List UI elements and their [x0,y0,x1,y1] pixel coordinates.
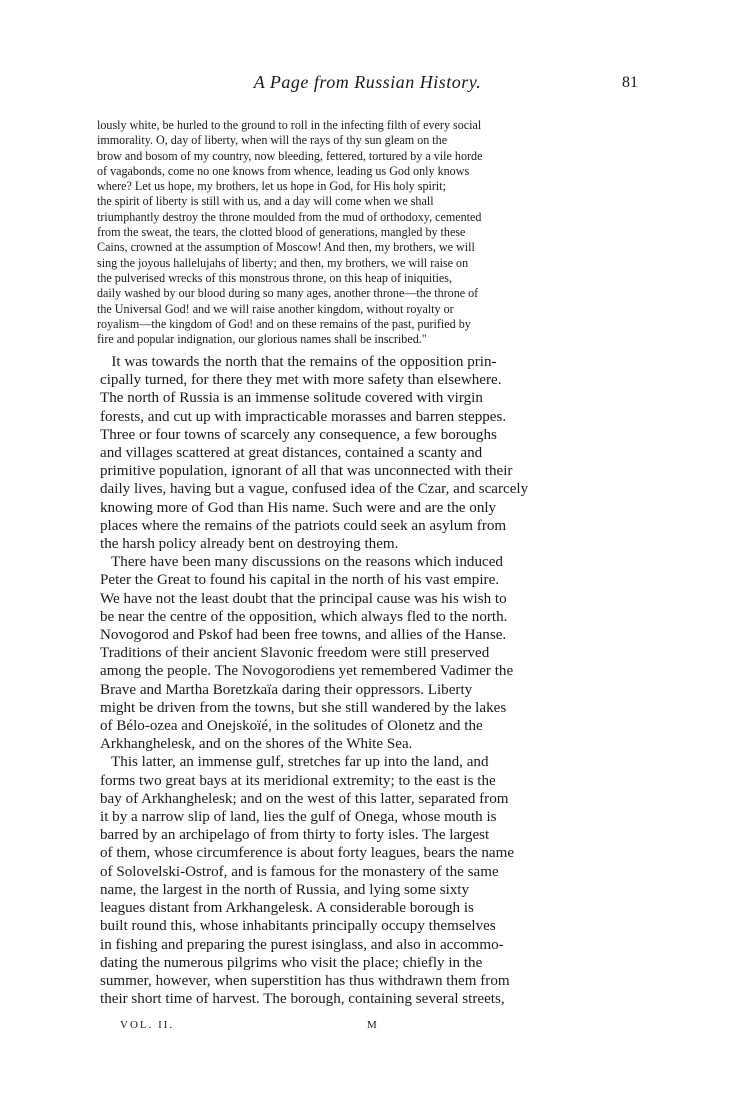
quoted-passage: lously white, be hurled to the ground to roll in the infecting filth of every social immorality. O, day of liberty, when will the rays of thy sun gleam on the brow and bosom of my country, now bleeding, fettered, tortured by a vile horde of vagabonds, come no one knows from whence, leading us God only knows where? Let us hope, my brothers, let us hope in God, for His holy spirit; the spirit of liberty is still with us, and a day will come when we shall triumphantly destroy the throne moulded from the mud of orthodoxy, cemented from the sweat, the tears, the clotted blood of generations, mangled by these Cains, crowned at the assumption of Moscow! And then, my brothers, we will sing the joyous hallelujahs of liberty; and then, my brothers, we will raise on the pulverised wrecks of this monstrous throne, on this heap of iniquities, daily washed by our blood during so many ages, another throne—the throne of the Universal God! and we will raise another kingdom, without royalty or royalism—the kingdom of God! and on these remains of the past, purified by fire and popular indignation, our glorious names shall be inscribed." [97,118,483,347]
volume-footer: VOL. II. [120,1019,175,1031]
signature-mark: M [367,1019,377,1031]
page-header [95,72,640,102]
page-number: 81 [622,74,638,91]
body-text: It was towards the north that the remains of the opposition prin- cipally turned, for there they met with more safety than elsewhere. The north of Russia is an immense solitude covered with virgin forests, and cut up with impracticable morasses and barren steppes. Three or four towns of scarcely any consequence, a few boroughs and villages scattered at great distances, contained a scanty and primitive population, ignorant of all that was unconnected with their daily lives, having but a vague, confused idea of the Czar, and scarcely knowing more of God than His name. Such were and are the only places where the remains of the patriots could seek an asylum from the harsh policy already bent on destroying them. There have been many discussions on the reasons which induced Peter the Great to found his capital in the north of his vast empire. We have not the least doubt that the principal cause was his wish to be near the centre of the opposition, which always fled to the north. Novogorod and Pskof had been free towns, and allies of the Hanse. Traditions of their ancient Slavonic freedom were still preserved among the people. The Novogorodiens yet remembered Vadimer the Brave and Martha Boretzkaïa daring their oppressors. Liberty might be driven from the towns, but she still wandered by the lakes of Bélo-ozea and Onejskoïé, in the solitudes of Olonetz and the Arkhanghelesk, and on the shores of the White Sea. This latter, an immense gulf, stretches far up into the land, and forms two great bays at its meridional extremity; to the east is the bay of Arkhanghelesk; and on the west of this latter, separated from it by a narrow slip of land, lies the gulf of Onega, whose mouth is barred by an archipelago of from thirty to forty isles. The largest of them, whose circumference is about forty leagues, bears the name of Solovelski-Ostrof, and is famous for the monastery of the same name, the largest in the north of Russia, and lying some sixty leagues distant from Arkhangelesk. A considerable borough is built round this, whose inhabitants principally occupy themselves in fishing and preparing the purest isinglass, and also in accommo- dating the numerous pilgrims who visit the place; chiefly in the summer, however, when superstition has thus withdrawn them from their short time of harvest. The borough, containing several streets, [100,354,529,1008]
running-title: A Page from Russian History. [253,72,482,92]
